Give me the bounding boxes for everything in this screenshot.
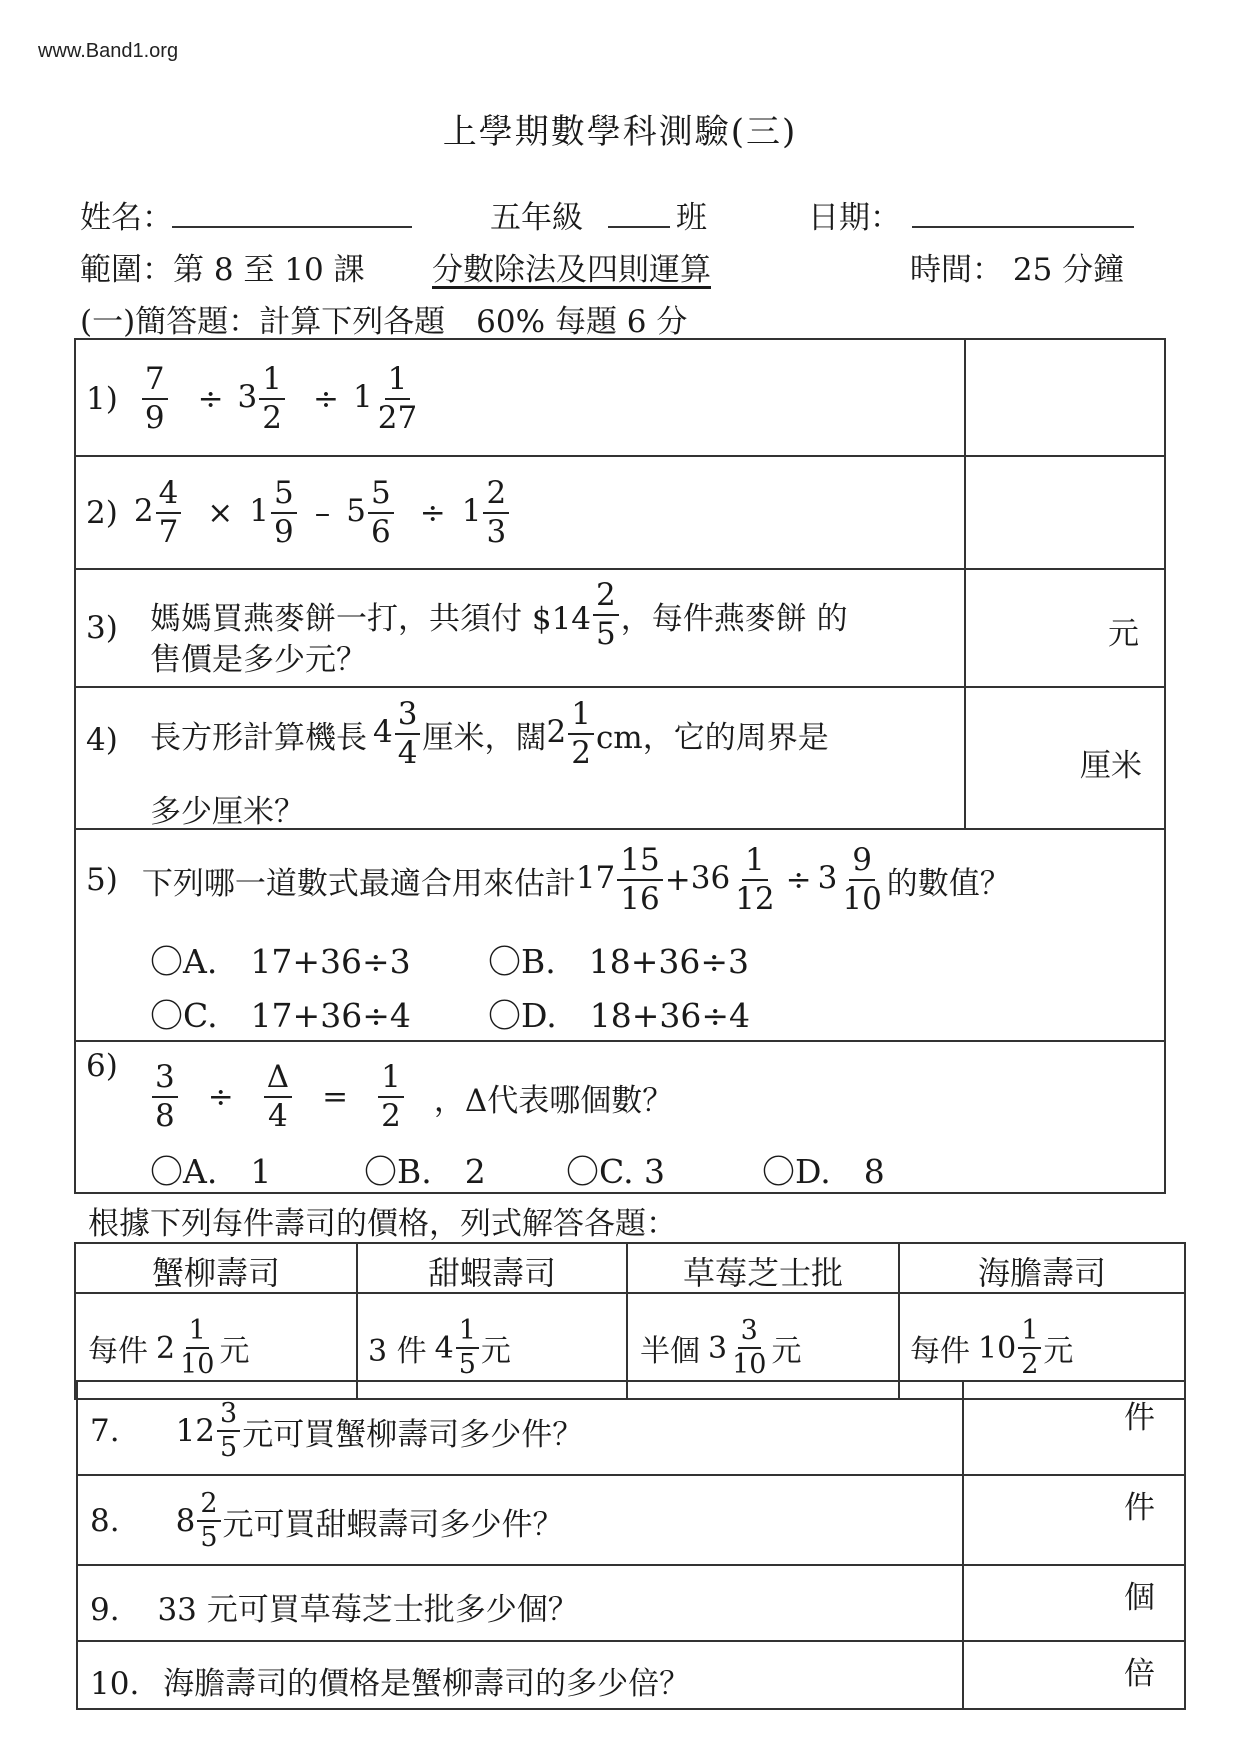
fraction: $\frac{7}{9}$ xyxy=(142,363,168,434)
option-c[interactable]: 〇C. 17+36÷4 xyxy=(150,996,411,1035)
date-label: 日期： xyxy=(808,200,901,236)
sushi-name: 海膽壽司 xyxy=(977,1254,1106,1292)
answer-unit: 厘米 xyxy=(1080,748,1142,784)
date-blank xyxy=(912,222,1134,228)
question-text: ，每件燕麥餅 的 xyxy=(620,600,848,637)
question-number: 6) xyxy=(86,1048,118,1084)
question-text: 厘米，闊 xyxy=(422,719,547,756)
sushi-price: 每件 10 $\frac{1}{2}$ 元 xyxy=(910,1314,1074,1380)
question-8 xyxy=(90,1480,564,1562)
row-divider xyxy=(74,568,1166,570)
class-label: 班 xyxy=(676,200,707,236)
question-number: 1) xyxy=(86,381,118,417)
row-divider xyxy=(76,1564,1186,1566)
operator: + xyxy=(664,862,691,898)
row-divider xyxy=(74,455,1166,457)
question-number: 2) xyxy=(86,495,118,531)
operator: ÷ xyxy=(419,495,446,531)
mixed-number: 3 $\frac{1}{2}$ xyxy=(238,363,287,434)
mixed-number: 12 xyxy=(175,1413,216,1449)
question-text: ，Δ代表哪個數？ xyxy=(433,1082,674,1119)
page-title: 上學期數學科測驗(三) xyxy=(442,112,798,152)
mixed-number: 8 xyxy=(175,1503,196,1539)
question-number: 8. xyxy=(90,1503,120,1539)
sushi-name: 蟹柳壽司 xyxy=(151,1254,280,1292)
option-a[interactable]: 〇A. 17+36÷3 xyxy=(150,942,411,981)
answer-unit: 倍 xyxy=(1124,1656,1155,1692)
operator: × xyxy=(207,495,234,531)
row-divider xyxy=(76,1474,1186,1476)
question-4-line-1 xyxy=(150,694,829,774)
question-number: 10. xyxy=(90,1666,140,1702)
sushi-intro: 根據下列每件壽司的價格，列式解答各題： xyxy=(88,1206,677,1242)
answer-unit: 個 xyxy=(1124,1580,1155,1616)
sushi-price: 半個 3 $\frac{3}{10}$ 元 xyxy=(640,1314,802,1380)
mixed-number: 1 $\frac{5}{9}$ xyxy=(249,477,298,548)
fraction: $\frac{2}{5}$ xyxy=(197,1490,220,1553)
question-3-line-2: 售價是多少元？ xyxy=(150,642,367,678)
sushi-price: 3 件 4 $\frac{1}{5}$ 元 xyxy=(368,1314,511,1380)
answer-column-divider xyxy=(964,338,966,828)
option-d[interactable]: 〇D. 8 xyxy=(762,1152,885,1191)
mixed-number: 3 $\frac{9}{10}$ xyxy=(817,842,882,917)
range-label: 範圍：第 8 至 10 課 xyxy=(80,252,365,288)
question-text: 下列哪一道數式最適合用來估計 xyxy=(141,865,576,902)
row-divider xyxy=(76,1640,1186,1642)
sushi-price: 每件 2 $\frac{1}{10}$ 元 xyxy=(88,1314,250,1380)
name-label: 姓名： xyxy=(80,200,173,236)
option-a[interactable]: 〇A. 1 xyxy=(150,1152,272,1191)
question-7 xyxy=(90,1390,583,1472)
question-4-line-2: 多少厘米？ xyxy=(150,794,305,830)
mixed-number: 1 $\frac{1}{27}$ xyxy=(353,361,418,436)
operator: – xyxy=(314,495,331,531)
class-blank xyxy=(608,222,670,228)
operator: = xyxy=(322,1079,349,1115)
question-10 xyxy=(90,1658,690,1703)
option-b[interactable]: 〇B. 18+36÷3 xyxy=(488,942,750,981)
mixed-number: 17 $\frac{15}{16}$ xyxy=(576,844,665,915)
answer-unit: 件 xyxy=(1124,1490,1155,1526)
question-2 xyxy=(86,466,511,560)
operator: ÷ xyxy=(207,1079,234,1115)
answer-unit: 件 xyxy=(1124,1400,1155,1436)
operator: ÷ xyxy=(313,381,339,417)
question-9 xyxy=(90,1584,579,1629)
mixed-number: 1 $\frac{2}{3}$ xyxy=(462,477,511,548)
row-divider xyxy=(74,686,1166,688)
question-text: 元可買甜蝦壽司多少件？ xyxy=(222,1506,564,1543)
option-b[interactable]: 〇B. 2 xyxy=(364,1152,486,1191)
grade-label: 五年級 xyxy=(490,200,583,236)
mixed-number: 2 $\frac{4}{7}$ xyxy=(134,477,183,548)
fraction: $\frac{1}{2}$ xyxy=(378,1061,404,1132)
mixed-number: 36 $\frac{1}{12}$ xyxy=(690,842,775,917)
sushi-name: 草莓芝士批 xyxy=(682,1254,843,1292)
mixed-number: 5 $\frac{5}{6}$ xyxy=(346,477,395,548)
question-number: 9. xyxy=(90,1592,120,1628)
name-blank xyxy=(172,222,412,228)
question-1 xyxy=(86,354,422,444)
question-number: 7. xyxy=(90,1413,120,1449)
section-title: (一)簡答題：計算下列各題 60% 每題 6 分 xyxy=(80,304,688,340)
fraction: $\frac{\Delta}{4}$ xyxy=(264,1061,292,1132)
mixed-number: 2 $\frac{1}{2}$ xyxy=(546,698,595,769)
question-text: 33 元可買草莓芝士批多少個？ xyxy=(157,1592,579,1628)
question-5 xyxy=(86,840,1011,920)
fraction: $\frac{2}{5}$ xyxy=(593,579,619,650)
question-text: 元可買蟹柳壽司多少件？ xyxy=(242,1416,584,1453)
range-topic: 分數除法及四則運算 xyxy=(432,252,711,288)
fraction: $\frac{3}{8}$ xyxy=(152,1061,178,1132)
question-text: cm，它的周界是 xyxy=(595,719,829,756)
option-c[interactable]: 〇C. 3 xyxy=(566,1152,666,1191)
question-text: 媽媽買燕麥餅一打，共須付 $14 xyxy=(150,600,592,637)
sushi-name: 甜蝦壽司 xyxy=(427,1254,556,1292)
answer-unit: 元 xyxy=(1108,616,1139,652)
option-d[interactable]: 〇D. 18+36÷4 xyxy=(488,996,751,1035)
mixed-number: 4 $\frac{3}{4}$ xyxy=(373,698,422,769)
operator: ÷ xyxy=(785,862,812,898)
question-number: 3) xyxy=(86,610,118,646)
fraction: $\frac{3}{5}$ xyxy=(217,1400,240,1463)
question-text: 海膽壽司的價格是蟹柳壽司的多少倍？ xyxy=(163,1666,691,1702)
question-6 xyxy=(150,1052,673,1142)
time-label: 時間： 25 分鐘 xyxy=(910,252,1125,288)
question-number: 4) xyxy=(86,722,118,758)
question-text: 的數值？ xyxy=(886,865,1011,902)
operator: ÷ xyxy=(197,381,224,417)
question-number: 5) xyxy=(86,862,118,898)
row-divider xyxy=(74,1040,1166,1042)
answer-column-divider xyxy=(962,1380,964,1710)
question-text: 長方形計算機長 xyxy=(150,719,367,756)
site-watermark: www.Band1.org xyxy=(38,40,179,62)
